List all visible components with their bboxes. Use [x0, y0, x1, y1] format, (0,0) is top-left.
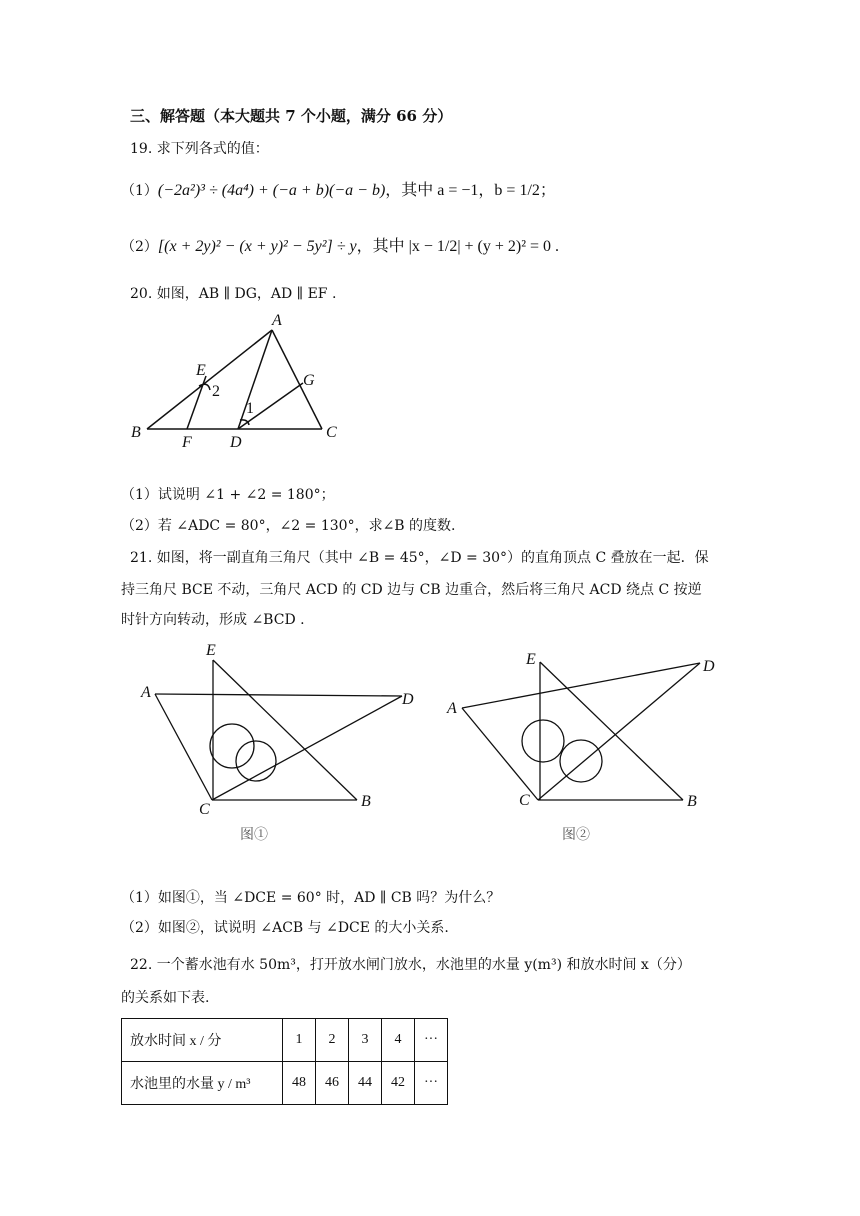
fig2-caption: 图②	[562, 827, 590, 843]
q19-part2-cond: ，其中 |x − 1/2| + (y + 2)² = 0 .	[356, 238, 560, 255]
q19-part2-expr: [(x + 2y)² − (x + y)² − 5y²] ÷ y	[157, 238, 357, 255]
table-cell: 1	[283, 1019, 316, 1062]
q20-label-B: B	[131, 424, 141, 441]
section-title: 三、解答题（本大题共 7 个小题，满分 66 分）	[130, 107, 453, 125]
q20-stem: 20. 如图，AB ∥ DG，AD ∥ EF .	[130, 286, 337, 302]
q22-table	[121, 1018, 448, 1105]
table-row	[122, 1062, 448, 1105]
fig1-label-A: A	[141, 684, 151, 701]
fig2-label-E: E	[526, 651, 536, 668]
table-header-volume: 水池里的水量 y / m³	[122, 1062, 283, 1105]
table-cell: 4	[382, 1019, 415, 1062]
fig1-label-E: E	[206, 642, 216, 659]
table-cell: ···	[415, 1019, 448, 1062]
fig1-caption: 图①	[240, 827, 268, 843]
q19-part1-cond: ，其中 a = −1，b = 1/2；	[385, 182, 556, 199]
table-cell: 42	[382, 1062, 415, 1105]
fig1-label-B: B	[361, 793, 371, 810]
q20-angle-1: 1	[246, 400, 254, 417]
q20-part1: （1）试说明 ∠1 + ∠2 = 180°；	[121, 487, 335, 503]
q19-part1-label: （1）	[121, 183, 158, 199]
q21-line3: 时针方向转动，形成 ∠BCD .	[121, 612, 305, 628]
fig2-label-B: B	[687, 793, 697, 810]
q22-line2: 的关系如下表.	[121, 990, 210, 1006]
table-cell: 3	[349, 1019, 382, 1062]
table-row	[122, 1019, 448, 1062]
fig2-label-D: D	[703, 658, 715, 675]
fig1-label-D: D	[402, 691, 414, 708]
fig2-label-A: A	[447, 700, 457, 717]
q21-part2: （2）如图②，试说明 ∠ACB 与 ∠DCE 的大小关系.	[121, 920, 449, 936]
q22-line1: 22. 一个蓄水池有水 50m³，打开放水闸门放水，水池里的水量 y(m³) 和放水时间 x（分）	[130, 957, 691, 973]
q20-label-G: G	[303, 372, 315, 389]
table-cell: ···	[415, 1062, 448, 1105]
q21-part1: （1）如图①，当 ∠DCE = 60° 时，AD ∥ CB 吗？为什么？	[121, 890, 501, 906]
q20-angle-2: 2	[212, 383, 220, 400]
table-cell: 44	[349, 1062, 382, 1105]
q20-part2: （2）若 ∠ADC = 80°，∠2 = 130°，求∠B 的度数.	[121, 518, 456, 534]
table-header-time: 放水时间 x / 分	[122, 1019, 283, 1062]
table-cell: 48	[283, 1062, 316, 1105]
q21-line2: 持三角尺 BCE 不动，三角尺 ACD 的 CD 边与 CB 边重合，然后将三角尺 ACD 绕点 C 按逆	[121, 582, 702, 598]
q20-label-C: C	[326, 424, 337, 441]
fig2-label-C: C	[519, 792, 530, 809]
q19-part1-expr: (−2a²)³ ÷ (4a⁴) + (−a + b)(−a − b)	[157, 182, 386, 199]
q19-stem: 19. 求下列各式的值：	[130, 141, 269, 157]
q21-line1: 21. 如图，将一副直角三角尺（其中 ∠B = 45°，∠D = 30°）的直角顶点 C 叠放在一起．保	[130, 550, 709, 566]
q20-label-F: F	[182, 434, 192, 451]
table-cell: 46	[316, 1062, 349, 1105]
q20-label-A: A	[272, 312, 282, 329]
q20-label-D: D	[230, 434, 242, 451]
q20-label-E: E	[196, 362, 206, 379]
q19-part2-label: （2）	[121, 239, 158, 255]
table-cell: 2	[316, 1019, 349, 1062]
fig1-label-C: C	[199, 801, 210, 818]
